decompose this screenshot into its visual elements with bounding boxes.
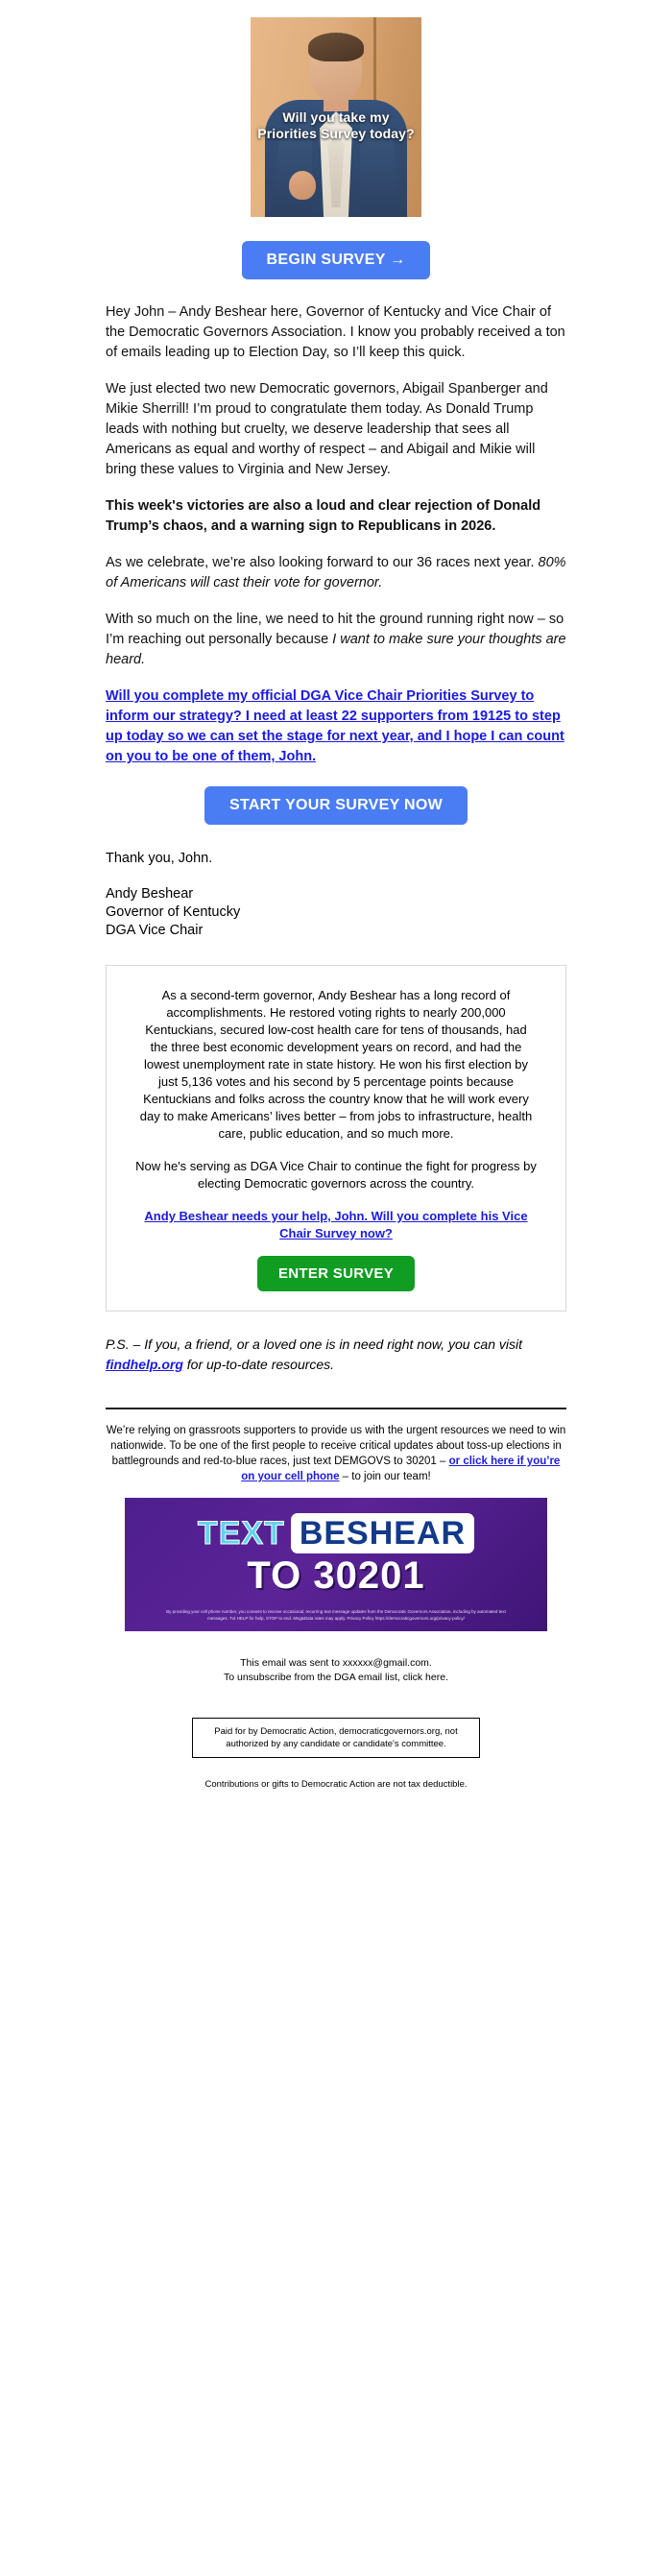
paragraph-intro: Hey John – Andy Beshear here, Governor of Kentucky and Vice Chair of the Democratic Governors Association. I know you probably received a ton of emails leading up to Election Day, so I’ll keep this quick. bbox=[106, 304, 565, 360]
ps-line bbox=[106, 1335, 566, 1375]
gesturing-hand bbox=[289, 171, 316, 200]
bio-box bbox=[106, 965, 566, 1312]
enter-survey-button[interactable]: ENTER SURVEY bbox=[257, 1256, 415, 1291]
thank-you-line: Thank you, John. bbox=[106, 851, 213, 866]
bio-paragraph-vicechair: Now he's serving as DGA Vice Chair to continue the fight for progress by electing Democratic governors across the country. bbox=[135, 1159, 537, 1191]
banner-fine-print: By providing your cell phone number, you consent to receive occasional, recurring text message updates from the Democratic Governors Association, including by automated text messages. Txt HELP for help, STOP to end. Msg&Data rates may apply. Privacy Policy https://democraticgovernors.org/privacy-policy/ bbox=[166, 1609, 506, 1621]
content-column bbox=[106, 241, 566, 1484]
bio-paragraph-record: As a second-term governor, Andy Beshear has a long record of accomplishments. He restored voting rights to nearly 200,000 Kentuckians, secured low-cost health care for tens of thousands, had the three best economic development years on record, and had the lowest unemployment rate in state history. He won his first election by just 5,136 votes and his second by 5 percentage points because Kentuckians and folks across the country know that he will work every day to make Americans’ lives better – from jobs to infrastructure, health care, public education, and so much more. bbox=[139, 988, 533, 1141]
grassroots-part-1: We’re relying on grassroots supporters to provide us with the urgent resources we need to win nationwide. To be one of the first people to receive critical updates about toss-up elections in battlegrounds and red-to-blue races, just text DEMGOVS to 30201 – bbox=[106, 1425, 566, 1467]
signature-name: Andy Beshear bbox=[106, 886, 194, 902]
bio-survey-link[interactable]: Andy Beshear needs your help, John. Will you complete his Vice Chair Survey now? bbox=[144, 1209, 528, 1240]
on-the-line-italic: I want to make sure your thoughts are heard. bbox=[106, 632, 566, 667]
photo-caption bbox=[251, 109, 421, 142]
banner-word-beshear: BESHEAR bbox=[291, 1513, 474, 1553]
footer-divider bbox=[106, 1408, 566, 1409]
paid-for-box: Paid for by Democratic Action, democraticgovernors.org, not authorized by any candidate or candidate's committee. bbox=[192, 1718, 480, 1758]
paragraph-victories-bold: This week's victories are also a loud and clear rejection of Donald Trump’s chaos, and a warning sign to Republicans in 2026. bbox=[106, 498, 541, 534]
hero-image-section bbox=[0, 17, 672, 222]
on-the-line-plain: With so much on the line, we need to hit the ground running right now – so I’m reaching out personally because bbox=[106, 612, 564, 647]
grassroots-part-2: – to join our team! bbox=[339, 1471, 431, 1482]
grassroots-text bbox=[106, 1423, 566, 1484]
celebrate-plain: As we celebrate, we’re also looking forward to our 36 races next year. bbox=[106, 555, 539, 570]
text-beshear-banner[interactable] bbox=[125, 1498, 547, 1631]
ps-suffix: for up-to-date resources. bbox=[182, 1357, 335, 1372]
start-survey-button[interactable]: START YOUR SURVEY NOW bbox=[204, 786, 468, 825]
survey-link-block bbox=[106, 686, 566, 767]
start-survey-row bbox=[106, 786, 566, 825]
begin-survey-button[interactable]: BEGIN SURVEY → bbox=[242, 241, 431, 279]
paragraph-celebrate bbox=[106, 553, 566, 593]
celebrate-italic: 80% of Americans will cast their vote for governor. bbox=[106, 555, 566, 590]
tax-deductible-line: Contributions or gifts to Democratic Action are not tax deductible. bbox=[204, 1779, 468, 1790]
banner-line-1 bbox=[136, 1513, 536, 1553]
andy-beshear-photo[interactable] bbox=[251, 17, 421, 217]
paragraph-on-the-line bbox=[106, 610, 566, 670]
signature-title-vicechair: DGA Vice Chair bbox=[106, 923, 204, 938]
paragraph-new-governors: We just elected two new Democratic governors, Abigail Spanberger and Mikie Sherrill! I’m proud to congratulate them today. As Donald Trump leads with nothing but cruelty, we deserve leadership that sees all Americans as equal and worthy of respect – and Abigail and Mikie will bring these values to Virginia and New Jersey. bbox=[106, 381, 548, 477]
findhelp-link[interactable]: findhelp.org bbox=[106, 1357, 183, 1372]
banner-word-text: TEXT bbox=[197, 1515, 285, 1552]
caption-line-2: Priorities Survey today? bbox=[257, 126, 415, 141]
hair bbox=[308, 33, 364, 61]
signature-title-governor: Governor of Kentucky bbox=[106, 904, 241, 920]
caption-line-1: Will you take my bbox=[282, 109, 390, 125]
banner-line-2: TO 30201 bbox=[247, 1554, 425, 1597]
priorities-survey-link[interactable]: Will you complete my official DGA Vice Chair Priorities Survey to inform our strategy? I need at least 22 supporters from 19125 to step up today so we can set the stage for next year, and I hope I can count on you to be one of them, John. bbox=[106, 688, 564, 764]
cell-phone-link[interactable]: or click here if you’re on your cell phone bbox=[241, 1456, 561, 1482]
begin-survey-row bbox=[106, 241, 566, 279]
footer-column bbox=[106, 1656, 566, 1790]
bio-link-wrapper bbox=[135, 1208, 537, 1242]
ps-prefix: P.S. – If you, a friend, or a loved one is in need right now, you can visit bbox=[106, 1336, 522, 1352]
enter-survey-row bbox=[135, 1256, 537, 1291]
sent-to-line: This email was sent to xxxxxx@gmail.com. bbox=[240, 1657, 432, 1669]
unsubscribe-line[interactable]: To unsubscribe from the DGA email list, click here. bbox=[223, 1672, 448, 1683]
